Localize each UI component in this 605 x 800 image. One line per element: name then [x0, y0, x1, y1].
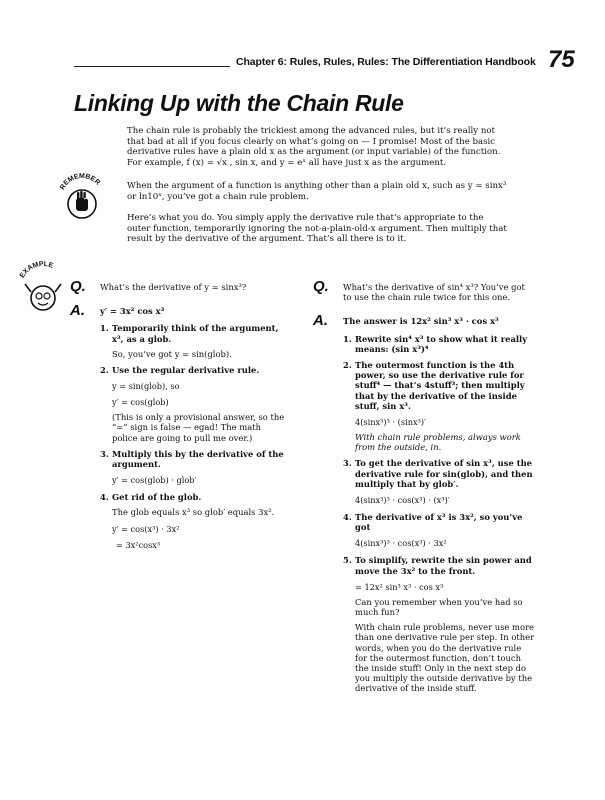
header-rule	[74, 66, 230, 67]
left-step-2	[100, 365, 288, 443]
right-step-1	[343, 334, 535, 354]
left-step-3	[100, 449, 288, 486]
intro-paragraph-1: The chain rule is probably the trickiest among the advanced rules, but it’s really not that bad at all if you focus clearly on what’s going on — I promise! Most of the basic derivative rules have a plain old x as the argument (or input variable) of the function. For example, f (x) = √x , sin x, and y = eˣ all have just x as the argument.	[127, 126, 501, 168]
step-equation: y′ = cos(glob)	[112, 397, 169, 408]
step-number: 4.	[100, 492, 109, 503]
step-heading: The derivative of x³ is 3x², so you’ve got	[355, 512, 523, 533]
step-number: 2.	[100, 365, 109, 376]
step-number: 3.	[343, 458, 352, 469]
step-heading: The outermost function is the 4th power, so use the derivative rule for stuff⁴ — that’s 4stuff³; then multiply that by the derivative of the inside stuff, sin x³.	[355, 360, 525, 411]
right-step-4	[343, 512, 535, 549]
step-text: With chain rule problems, always work from the outside, in.	[355, 432, 521, 453]
intro-paragraph-2: When the argument of a function is anything other than a plain old x, such as y = sinx³ or ln10ˣ, you’ve got a chain rule problem.	[127, 181, 507, 202]
left-answer-text: y′ = 3x² cos x³	[100, 306, 165, 317]
example-icon	[15, 258, 73, 316]
left-a-letter: A.	[70, 302, 85, 320]
step-equation: y′ = cos(glob) · glob′	[112, 475, 197, 486]
step-number: 4.	[343, 512, 352, 523]
example-icon-label: EXAMPLE	[18, 260, 54, 280]
step-text: With chain rule problems, never use more than one derivative rule per step. In other words, when you do the derivative rule for the outermost function, don’t touch the inside stuff! Only in the next step do you multiply the outside derivative by the derivative of the inside stuff.	[355, 622, 535, 694]
left-example-column	[70, 278, 288, 557]
chapter-heading: Chapter 6: Rules, Rules, Rules: The Differentiation Handbook	[236, 56, 536, 68]
step-equation: 4(sinx³)³ · cos(x³) · 3x²	[355, 538, 447, 549]
intro-paragraph-3: Here’s what you do. You simply apply the derivative rule that’s appropriate to the outer function, temporarily ignoring the not-a-plain-old-x argument. Then multiply that result by the derivative of the argument. That’s all there is to it.	[127, 213, 507, 245]
step-text: So, you’ve got y = sin(glob).	[112, 348, 232, 359]
right-q-letter: Q.	[313, 278, 329, 295]
step-text: Can you remember when you’ve had so much fun?	[355, 596, 523, 618]
step-number: 3.	[100, 448, 109, 459]
step-number: 2.	[343, 360, 352, 371]
page-number: 75	[548, 46, 575, 73]
right-step-3	[343, 458, 535, 506]
step-heading: Rewrite sin⁴ x³ to show what it really means: (sin x³)⁴	[355, 333, 528, 354]
left-steps	[100, 323, 288, 550]
right-answer-text: The answer is 12x² sin³ x³ · cos x³	[343, 316, 499, 327]
svg-text:EXAMPLE	[19, 261, 54, 279]
step-equation: 4(sinx³)³ · (sinx³)′	[355, 417, 426, 428]
left-step-4	[100, 492, 288, 550]
left-question-block	[70, 278, 288, 295]
section-title: Linking Up with the Chain Rule	[74, 90, 404, 116]
right-a-letter: A.	[313, 312, 328, 330]
step-heading: Temporarily think of the argument, x³, as a glob.	[112, 323, 279, 344]
step-heading: Multiply this by the derivative of the argument.	[112, 448, 284, 470]
right-answer-block	[313, 312, 535, 694]
right-question-block	[313, 278, 535, 303]
step-heading: Use the regular derivative rule.	[112, 365, 260, 376]
left-step-1	[100, 323, 288, 359]
right-step-5	[343, 555, 535, 693]
left-q-letter: Q.	[70, 278, 86, 295]
remember-icon-label: REMEMBER	[59, 172, 102, 192]
step-equation: 4(sinx³)³ · cos(x³) · (x³)′	[355, 495, 450, 506]
step-text: (This is only a provisional answer, so the “=” sign is false — egad! The math police are going to pull me over.)	[112, 412, 285, 443]
step-number: 5.	[343, 555, 352, 566]
left-question-text: What’s the derivative of y = sinx³?	[100, 282, 247, 292]
left-answer-block	[70, 302, 288, 550]
remember-icon	[54, 168, 110, 224]
right-question-text: What’s the derivative of sin⁴ x³? You’ve got to use the chain rule twice for this one.	[343, 282, 525, 303]
step-equation: = 3x²cosx³	[116, 539, 161, 550]
step-equation: y = sin(glob), so	[112, 381, 180, 392]
svg-text:REMEMBER	[59, 173, 101, 191]
step-number: 1.	[343, 333, 352, 344]
right-example-column	[313, 278, 535, 700]
step-heading: To simplify, rewrite the sin power and move the 3x² to the front.	[355, 555, 532, 576]
step-heading: Get rid of the glob.	[112, 492, 202, 503]
step-text: The glob equals x³ so glob′ equals 3x².	[112, 507, 275, 518]
step-heading: To get the derivative of sin x³, use the derivative rule for sin(glob), and then multiply that by glob′.	[355, 458, 533, 489]
step-number: 1.	[100, 323, 109, 334]
right-step-2	[343, 360, 535, 452]
right-steps	[343, 334, 535, 694]
step-equation: = 12x² sin³ x³ · cos x³	[355, 581, 444, 592]
step-equation: y′ = cos(x³) · 3x²	[112, 523, 180, 534]
